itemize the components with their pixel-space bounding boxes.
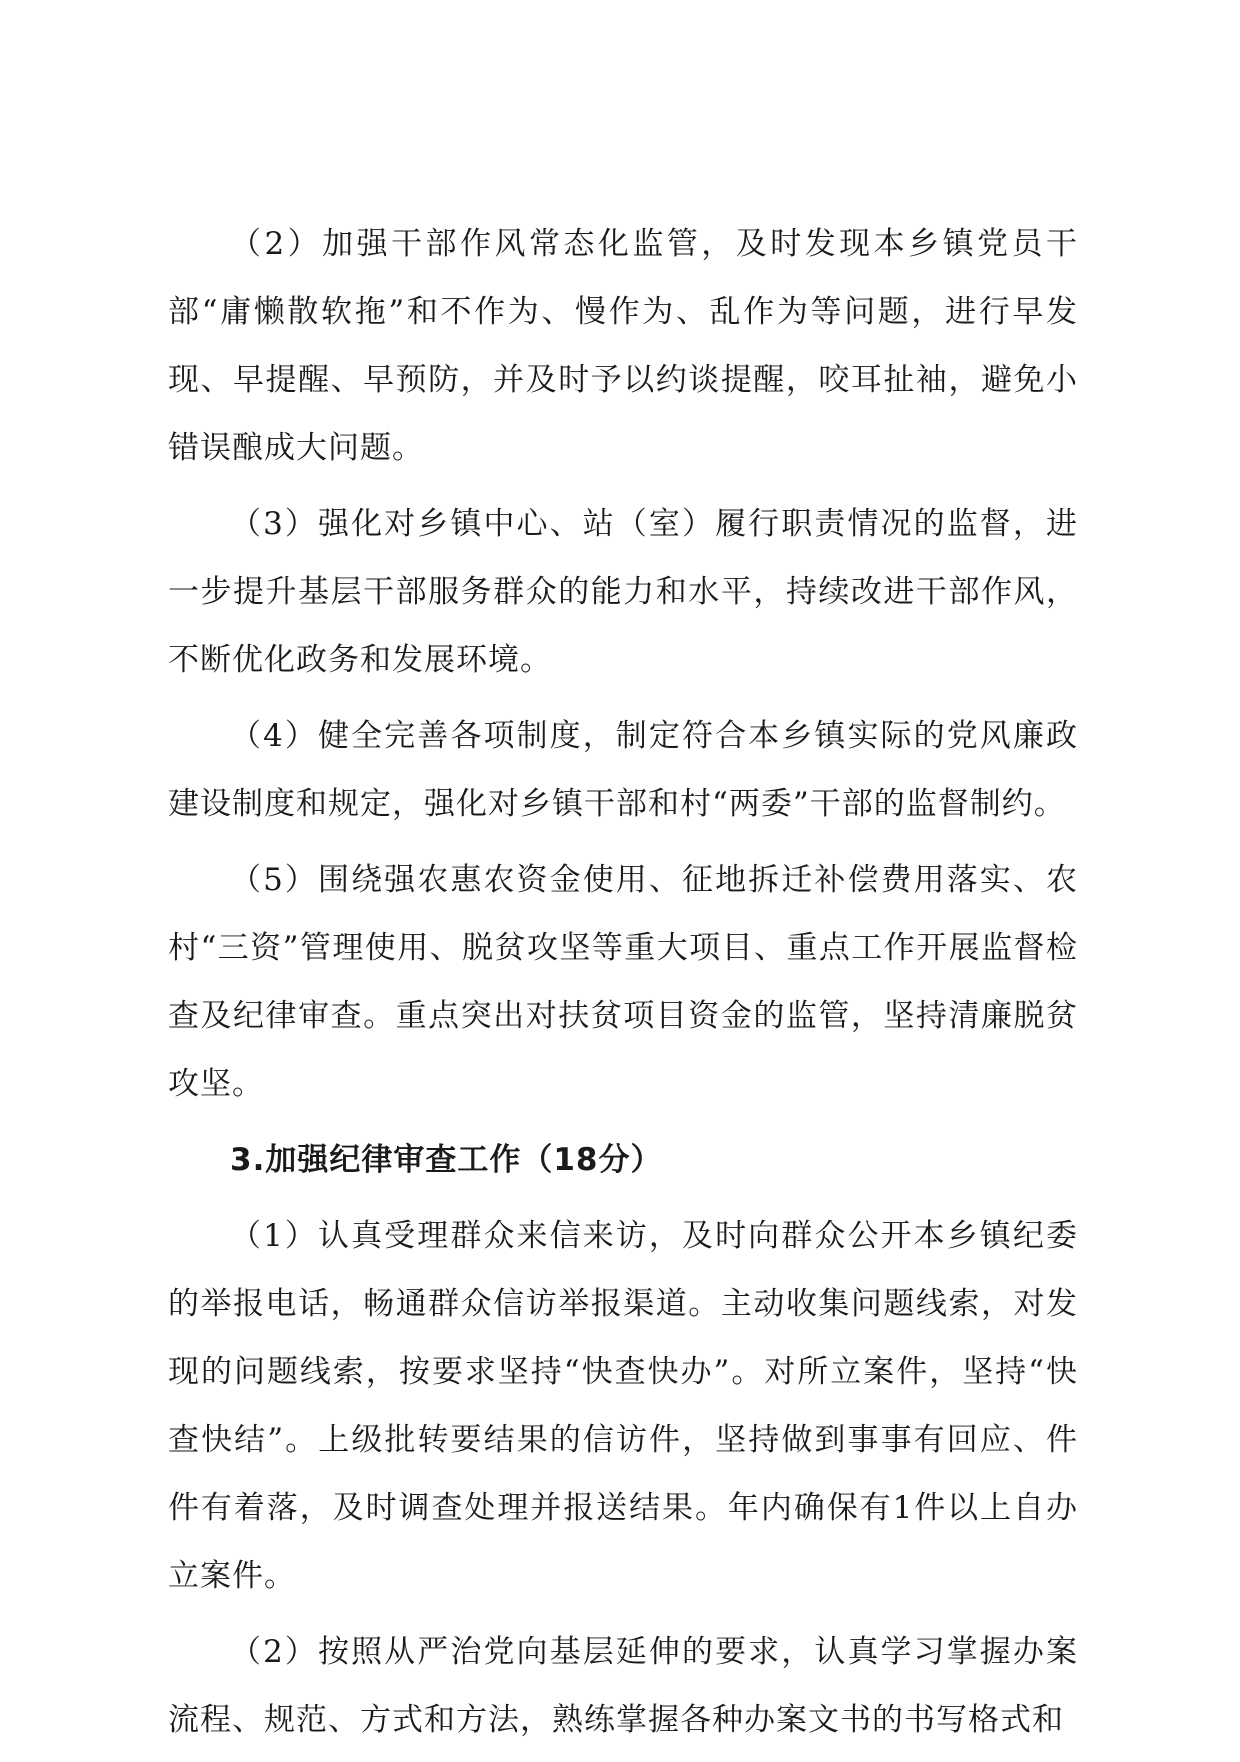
paragraph-1-petitions: （1）认真受理群众来信来访，及时向群众公开本乡镇纪委的举报电话，畅通群众信访举报渠道。主动收集问题线索，对发现的问题线索，按要求坚持“快查快办”。对所立案件，坚持“快查快结”。上级批转要结果的信访件，坚持做到事事有回应、件件有着落，及时调查处理并报送结果。年内确保有1件以上自办立案件。 <box>168 1218 1078 1594</box>
paragraph-2-cadre-style-supervision: （2）加强干部作风常态化监管，及时发现本乡镇党员干部“庸懒散软拖”和不作为、慢作为、乱作为等问题，进行早发现、早提醒、早预防，并及时予以约谈提醒，咬耳扯袖，避免小错误酿成大问题。 <box>168 226 1078 466</box>
paragraph-5-key-projects-inspection: （5）围绕强农惠农资金使用、征地拆迁补偿费用落实、农村“三资”管理使用、脱贫攻坚等重大项目、重点工作开展监督检查及纪律审查。重点突出对扶贫项目资金的监管，坚持清廉脱贫攻坚。 <box>168 862 1078 1102</box>
paragraph-4-improve-systems: （4）健全完善各项制度，制定符合本乡镇实际的党风廉政建设制度和规定，强化对乡镇干部和村“两委”干部的监督制约。 <box>168 718 1078 822</box>
document-body <box>168 210 1078 1762</box>
section-heading-discipline-review: 3.加强纪律审查工作（18分） <box>230 1142 663 1178</box>
paragraph-3-township-center-supervision: （3）强化对乡镇中心、站（室）履行职责情况的监督，进一步提升基层干部服务群众的能力和水平，持续改进干部作风，不断优化政务和发展环境。 <box>168 506 1078 678</box>
paragraph-2-case-procedures: （2）按照从严治党向基层延伸的要求，认真学习掌握办案流程、规范、方式和方法，熟练掌握各种办案文书的书写格式和 <box>168 1634 1078 1738</box>
